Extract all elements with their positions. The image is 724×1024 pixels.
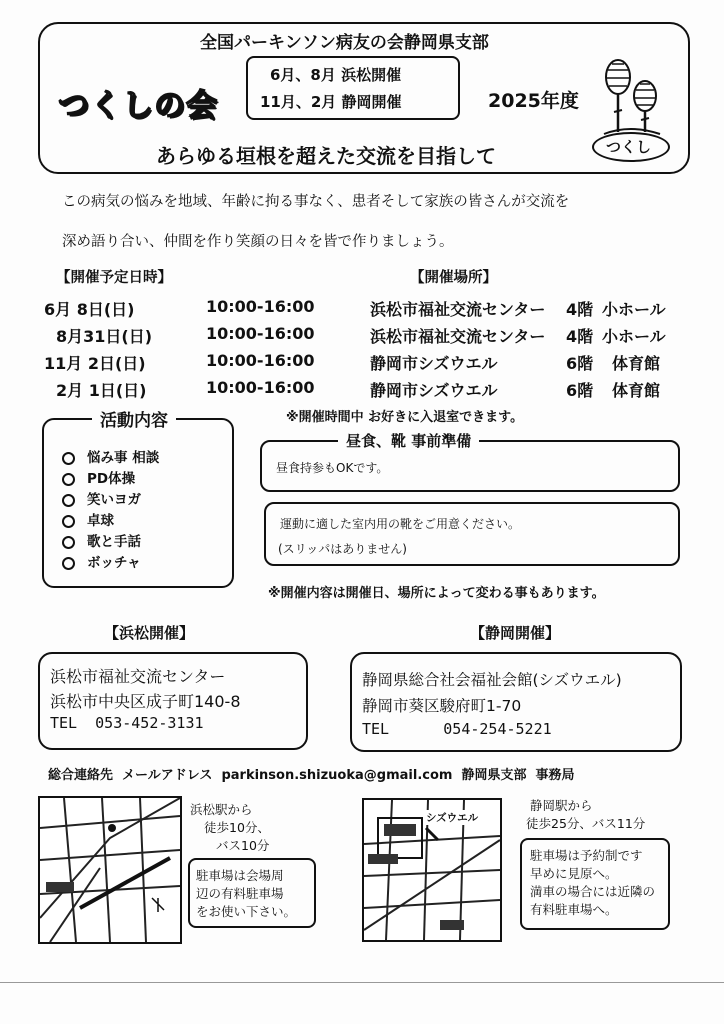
list-item: PD体操 [62,467,159,488]
list-item: 笑いヨガ [62,488,159,509]
lunch-text: 昼食持参もOKです。 [276,461,389,475]
schedule-room: 小ホール [602,327,666,346]
list-item: 歌と手話 [62,530,159,551]
shizuoka-name: 静岡県総合社会福祉会館(シズウエル) [362,671,622,689]
schedule-date: 11月 2日(日) [44,354,146,373]
hamamatsu-access-2: 徒歩10分、 [204,820,270,835]
schedule-venue: 静岡市シズウエル [370,381,498,400]
activities-list [62,446,159,572]
schedule-time: 10:00-16:00 [206,378,315,397]
schedule-venue: 浜松市福祉交流センター [370,327,546,346]
schedule-row [0,351,724,377]
circle-bullet-icon [62,452,75,465]
hamamatsu-access-1: 浜松駅から [190,802,253,817]
activities-title: 活動内容 [92,406,176,431]
schedule-floor: 6階 [566,381,594,400]
schedule-floor: 4階 [566,327,594,346]
entry-note: ※開催時間中 お好きに入退室できます。 [286,410,524,425]
venue-line-shizuoka: 11月、2月 静岡開催 [260,93,402,111]
schedule-row [0,297,724,323]
schedule-date: 8月31日(日) [56,327,153,346]
list-item: 悩み事 相談 [62,446,159,467]
year-label: 2025年度 [488,90,579,112]
hamamatsu-address: 浜松市中央区成子町140-8 [50,692,241,711]
lunch-title: 昼食、靴 事前準備 [338,430,479,451]
schedule-row [0,324,724,350]
hamamatsu-map [38,796,182,944]
schedule-date-header: 【開催予定日時】 [56,270,172,286]
shizuoka-tel: TEL 054-254-5221 [362,720,552,738]
schedule-time: 10:00-16:00 [206,297,315,316]
schedule-date: 2月 1日(日) [56,381,147,400]
shizuoka-access-2: 徒歩25分、バス11分 [526,816,646,831]
hamamatsu-tel: TEL 053-452-3131 [50,714,204,732]
hamamatsu-header: 【浜松開催】 [104,624,195,642]
shizuoka-parking-1: 駐車場は予約制です [530,848,643,863]
circle-bullet-icon [62,494,75,507]
venue-line-hamamatsu: 6月、8月 浜松開催 [270,66,402,84]
hamamatsu-name: 浜松市福祉交流センター [50,667,226,686]
circle-bullet-icon [62,557,75,570]
schedule-row [0,378,724,404]
circle-bullet-icon [62,473,75,486]
mascot-label: つくし [606,138,652,156]
change-note: ※開催内容は開催日、場所によって変わる事もあります。 [268,586,605,601]
schedule-room: 体育館 [612,381,661,400]
shizuoka-parking-3: 満車の場合には近隣の [530,884,656,899]
list-item: ボッチャ [62,551,159,572]
circle-bullet-icon [62,536,75,549]
contact-line: 総合連絡先 メールアドレス parkinson.shizuoka@gmail.com 静岡県支部 事務局 [48,768,575,783]
schedule-date: 6月 8日(日) [44,300,135,319]
bottom-divider [0,982,724,983]
shizuoka-parking-2: 早めに見原へ。 [530,866,618,881]
shoes-line-1: 運動に適した室内用の靴をご用意ください。 [280,517,521,531]
schedule-place-header: 【開催場所】 [410,270,497,286]
schedule-venue: 浜松市福祉交流センター [370,300,546,319]
shizuoka-access-1: 静岡駅から [530,798,593,813]
shizuoka-map-label: シズウエル [426,812,479,824]
slogan: あらゆる垣根を超えた交流を目指して [156,144,496,168]
hamamatsu-parking-1: 駐車場は会場周 [196,868,284,883]
org-name: 全国パーキンソン病友の会静岡県支部 [200,33,489,53]
hamamatsu-parking-3: をお使い下さい。 [196,904,297,919]
schedule-room: 小ホール [602,300,666,319]
intro-line-1: この病気の悩みを地域、年齢に拘る事なく、患者そして家族の皆さんが交流を [62,194,570,210]
schedule-time: 10:00-16:00 [206,351,315,370]
shizuoka-header: 【静岡開催】 [470,624,561,642]
list-item: 卓球 [62,509,159,530]
schedule-venue: 静岡市シズウエル [370,354,498,373]
hamamatsu-parking-2: 辺の有料駐車場 [196,886,284,901]
shizuoka-parking-4: 有料駐車場へ。 [530,902,618,917]
schedule-floor: 4階 [566,300,594,319]
intro-line-2: 深め語り合い、仲間を作り笑顔の日々を皆で作りましょう。 [62,234,454,250]
schedule-time: 10:00-16:00 [206,324,315,343]
event-name: つくしの会 [58,88,218,124]
shoes-line-2: (スリッパはありません) [278,542,407,556]
hamamatsu-access-3: バス10分 [216,838,270,853]
schedule-floor: 6階 [566,354,594,373]
schedule-room: 体育館 [612,354,661,373]
shizuoka-address: 静岡市葵区駿府町1-70 [362,697,522,715]
circle-bullet-icon [62,515,75,528]
